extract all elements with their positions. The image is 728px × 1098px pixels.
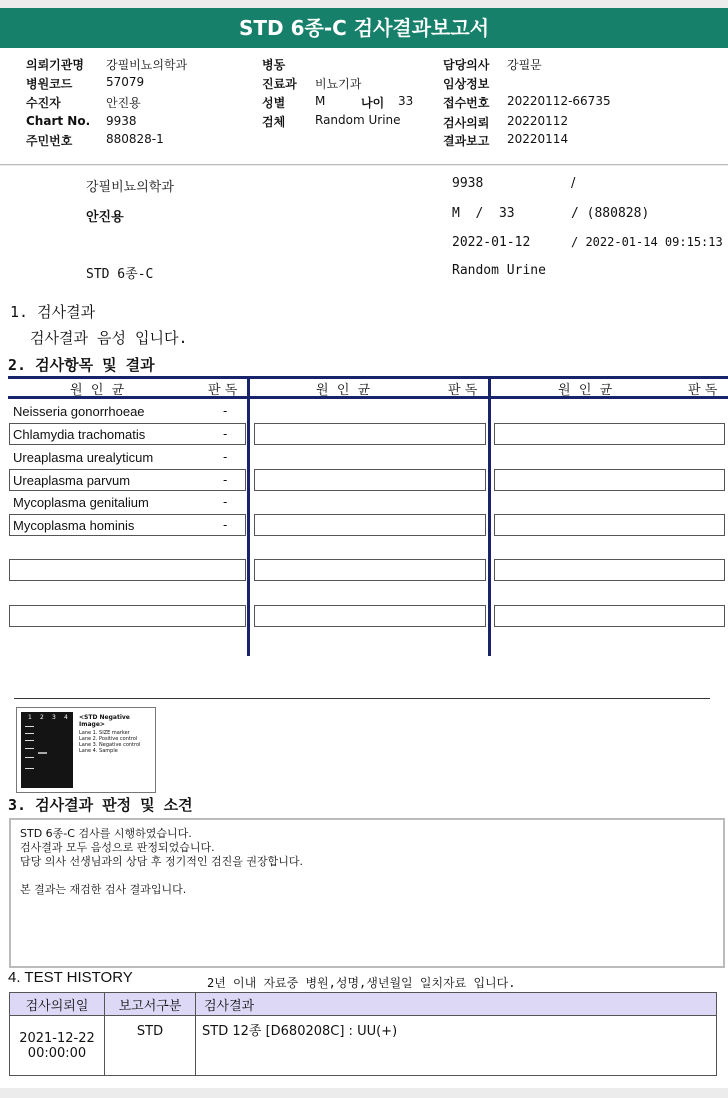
organism-name: Mycoplasma hominis [13, 518, 135, 533]
report-page [0, 166, 728, 1088]
info-birth: / (880828) [571, 206, 650, 221]
history-date-cell [10, 1016, 105, 1076]
opinion-line: STD 6종-C 검사를 시행하였습니다. [20, 827, 192, 840]
col-header-pathogen-1: 원 인 균 [70, 383, 125, 398]
gel-legend-line: Lane 2. Positive control [79, 736, 138, 742]
row-box [254, 514, 486, 536]
info-specimen: Random Urine [452, 263, 546, 278]
value-specimen: Random Urine [315, 113, 401, 127]
row-box [494, 514, 725, 536]
col-header-judge-1: 판 독 [208, 383, 238, 398]
report-title: STD 6종-C 검사결과보고서 [0, 8, 728, 48]
positive-band [38, 752, 47, 754]
info-report-datetime: / 2022-01-14 09:15:13 [571, 235, 723, 249]
gel-legend-line: Lane 1. SIZE marker [79, 730, 130, 736]
history-table [9, 992, 717, 1076]
lane-number: 3 [52, 714, 56, 721]
label-referring-institution: 의뢰기관명 [26, 58, 84, 72]
row-box [494, 605, 725, 627]
organism-name: Neisseria gonorrhoeae [13, 404, 145, 419]
opinion-line: 검사결과 모두 음성으로 판정되었습니다. [20, 841, 215, 854]
label-receipt-no: 접수번호 [443, 96, 490, 110]
value-report-date: 20220114 [507, 132, 569, 146]
organism-result: - [223, 450, 228, 464]
marker-band [25, 768, 34, 769]
value-doctor: 강필문 [507, 58, 542, 72]
marker-band [25, 748, 34, 749]
value-referring-institution: 강필비뇨의학과 [106, 58, 188, 72]
section3-title: 3. 검사결과 판정 및 소견 [8, 796, 193, 814]
lane-number: 2 [40, 714, 44, 721]
section1-title: 1. 검사결과 [10, 303, 96, 321]
label-hospital-code: 병원코드 [26, 77, 73, 91]
section4-title: 4. TEST HISTORY [8, 969, 133, 986]
opinion-text [20, 827, 303, 897]
value-request-date: 20220112 [507, 114, 569, 128]
info-sex-age: M / 33 [452, 206, 515, 221]
organism-name: Mycoplasma genitalium [13, 495, 149, 510]
label-resident-no: 주민번호 [26, 134, 73, 148]
header-panel [0, 48, 728, 165]
gel-image [21, 712, 73, 788]
row-box [254, 469, 486, 491]
history-date: 2021-12-22 [19, 1030, 95, 1046]
gel-image-frame [16, 707, 156, 793]
lane-number: 4 [64, 714, 68, 721]
organism-result: - [223, 518, 228, 532]
label-clinical-info: 임상정보 [443, 77, 490, 91]
label-age: 나이 [361, 96, 385, 110]
history-header-date: 검사의뢰일 [10, 993, 105, 1016]
opinion-box [9, 818, 725, 968]
organism-result: - [223, 495, 228, 509]
section1-text: 검사결과 음성 입니다. [30, 329, 188, 347]
value-receipt-no: 20220112-66735 [507, 94, 611, 108]
row-box [494, 469, 725, 491]
label-request-date: 검사의뢰 [443, 116, 490, 130]
value-patient: 안진용 [106, 96, 141, 110]
history-result: STD 12종 [D680208C] : UU(+) [196, 1016, 717, 1076]
marker-band [25, 726, 34, 727]
history-type: STD [105, 1016, 196, 1076]
gel-legend [79, 730, 140, 754]
label-report-date: 결과보고 [443, 134, 490, 148]
label-sex: 성별 [262, 96, 286, 110]
column-divider-1 [247, 376, 250, 656]
history-time: 00:00:00 [27, 1045, 87, 1061]
label-ward: 병동 [262, 58, 286, 72]
col-header-judge-3: 판 독 [688, 383, 718, 398]
col-header-pathogen-2: 원 인 균 [316, 383, 371, 398]
value-resident-no: 880828-1 [106, 132, 164, 146]
history-note: 2년 이내 자료중 병원,성명,생년월일 일치자료 입니다. [207, 976, 516, 990]
value-age: 33 [398, 94, 414, 108]
label-chart-no: Chart No. [26, 114, 91, 128]
info-request-date: 2022-01-12 [452, 235, 531, 250]
organism-result: - [223, 404, 228, 418]
lane-number: 1 [28, 714, 32, 721]
organism-result: - [223, 427, 228, 441]
organism-name: Chlamydia trachomatis [13, 427, 146, 442]
col-header-pathogen-3: 원 인 균 [558, 383, 613, 398]
row-box [9, 605, 246, 627]
gel-legend-line: Lane 4. Sample [79, 748, 118, 754]
organism-name: Ureaplasma urealyticum [13, 450, 154, 465]
row-box [494, 559, 725, 581]
label-department: 진료과 [262, 77, 297, 91]
label-patient: 수진자 [26, 96, 61, 110]
row-box [254, 559, 486, 581]
section2-title: 2. 검사항목 및 결과 [8, 356, 155, 374]
value-chart-no: 9938 [106, 114, 137, 128]
row-box [494, 423, 725, 445]
gel-legend-line: Lane 3. Negative control [79, 742, 141, 748]
opinion-line: 본 결과는 재검한 검사 결과입니다. [20, 883, 187, 896]
marker-band [25, 757, 34, 758]
info-test-name: STD 6종-C [86, 267, 154, 282]
organism-result: - [223, 473, 228, 487]
value-sex: M [315, 94, 326, 108]
row-box [254, 423, 486, 445]
opinion-line [20, 869, 303, 883]
info-slash: / [571, 176, 576, 191]
history-header-type: 보고서구분 [105, 993, 196, 1016]
col-header-judge-2: 판 독 [448, 383, 478, 398]
value-department: 비뇨기과 [315, 77, 362, 91]
gel-title: <STD Negative Image> [79, 714, 130, 728]
info-name: 안진용 [86, 210, 124, 225]
history-header-result: 검사결과 [196, 993, 717, 1016]
label-specimen: 검체 [262, 115, 286, 129]
marker-band [25, 733, 34, 734]
info-chart: 9938 [452, 176, 484, 191]
table-row [10, 1016, 717, 1076]
column-divider-2 [488, 376, 491, 656]
organism-name: Ureaplasma parvum [13, 473, 131, 488]
label-doctor: 담당의사 [443, 58, 490, 72]
marker-band [25, 740, 34, 741]
info-hospital: 강필비뇨의학과 [86, 180, 174, 195]
opinion-line: 담당 의사 선생님과의 상담 후 정기적인 검진을 권장합니다. [20, 855, 303, 868]
row-box [9, 559, 246, 581]
gel-divider [14, 698, 710, 699]
value-hospital-code: 57079 [106, 75, 145, 89]
row-box [254, 605, 486, 627]
